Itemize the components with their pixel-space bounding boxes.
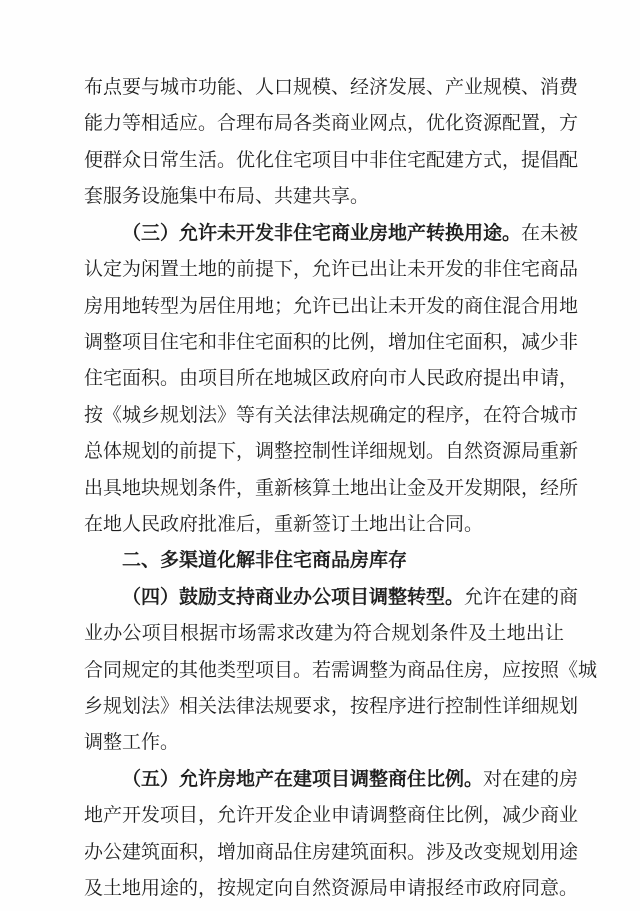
- section-4-text-start: 允许在建的商: [464, 585, 579, 608]
- section-3-line-8: 出具地块规划条件，重新核算土地出让金及开发期限，经所: [84, 476, 579, 499]
- paragraph-1-line-2: 能力等相适应。合理布局各类商业网点，优化资源配置，方: [84, 112, 579, 135]
- section-3-line-6: 按《城乡规划法》等有关法律法规确定的程序，在符合城市: [84, 403, 579, 426]
- paragraph-1-line-4: 套服务设施集中布局、共建共享。: [84, 185, 370, 208]
- paragraph-1-line-3: 便群众日常生活。优化住宅项目中非住宅配建方式，提倡配: [84, 148, 579, 171]
- section-5-line-4: 及土地用途的，按规定向自然资源局申请报经市政府同意。: [84, 877, 579, 899]
- chapter-2-heading: [122, 543, 564, 577]
- chapter-2-heading-text: 二、多渠道化解非住宅商品房库存: [122, 549, 408, 572]
- section-5-text-start: 对在建的房: [483, 767, 579, 790]
- section-3-line-3: 房用地转型为居住用地；允许已出让未开发的商住混合用地: [84, 294, 579, 317]
- section-4-line-5: 调整工作。: [84, 731, 180, 754]
- section-3-heading-line: [122, 216, 579, 250]
- section-4-line-2: 业办公项目根据市场需求改建为符合规划条件及土地出让: [84, 622, 564, 645]
- section-5-heading-line: [122, 762, 579, 796]
- section-3-text-start: 在未被: [521, 221, 579, 244]
- section-5-line-3: 办公建筑面积，增加商品住房建筑面积。涉及改变规划用途: [84, 840, 579, 863]
- section-3-line-5: 住宅面积。由项目所在地城区政府向市人民政府提出申请，: [84, 367, 579, 390]
- section-5-line-2: 地产开发项目，允许开发企业申请调整商住比例，减少商业: [84, 804, 579, 827]
- section-3-line-2: 认定为闲置土地的前提下，允许已出让未开发的非住宅商品: [84, 258, 579, 280]
- section-3-line-7: 总体规划的前提下，调整控制性详细规划。自然资源局重新: [84, 440, 579, 463]
- section-4-line-4: 乡规划法》相关法律法规要求，按程序进行控制性详细规划: [84, 695, 579, 717]
- section-4-heading: （四）鼓励支持商业办公项目调整转型。: [122, 585, 465, 608]
- section-3-line-4: 调整项目住宅和非住宅面积的比例，增加住宅面积，减少非: [84, 330, 579, 353]
- section-3-line-9: 在地人民政府批准后，重新签订土地出让合同。: [84, 512, 484, 535]
- section-3-heading: （三）允许未开发非住宅商业房地产转换用途。: [122, 221, 522, 244]
- paragraph-1-line-1: 布点要与城市功能、人口规模、经济发展、产业规模、消费: [84, 76, 579, 98]
- section-4-line-3: 合同规定的其他类型项目。若需调整为商品住房，应按照《城: [84, 658, 598, 681]
- section-4-heading-line: [122, 580, 579, 614]
- section-5-heading: （五）允许房地产在建项目调整商住比例。: [122, 767, 484, 790]
